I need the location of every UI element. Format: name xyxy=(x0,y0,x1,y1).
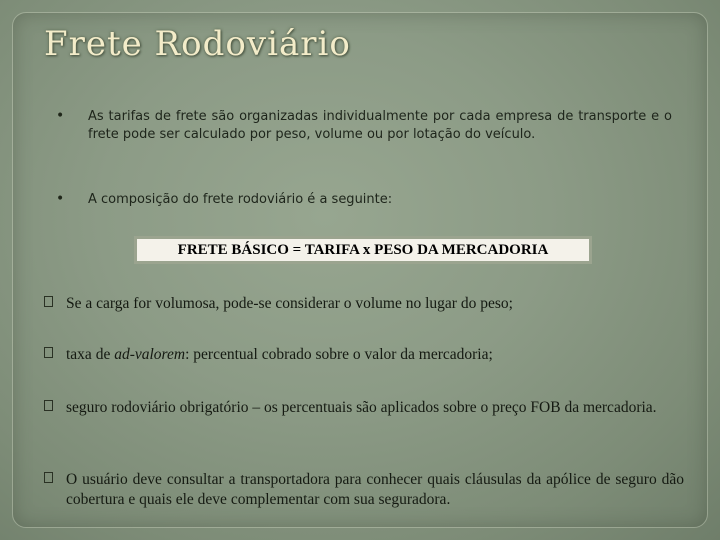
square-bullet-icon xyxy=(44,472,53,483)
italic-term: ad-valorem xyxy=(114,346,186,363)
slide-title: Frete Rodoviário xyxy=(44,24,351,64)
list-item xyxy=(44,345,684,365)
square-bullet-icon xyxy=(44,296,53,307)
bullet-item xyxy=(56,191,672,209)
bullet-text: As tarifas de frete são organizadas individualmente por cada empresa de transporte e o frete pode ser calculado por peso, volume ou por lotação do veículo. xyxy=(88,109,672,142)
list-item-prefix: taxa de xyxy=(66,346,115,363)
bullet-item xyxy=(56,108,672,144)
bullet-text: A composição do frete rodoviário é a seguinte: xyxy=(88,192,393,207)
square-bullet-icon xyxy=(44,400,53,411)
list-item-text xyxy=(66,345,684,365)
list-item xyxy=(44,470,684,510)
square-bullet-icon xyxy=(44,347,53,358)
list-item-text: seguro rodoviário obrigatório – os percentuais são aplicados sobre o preço FOB da mercadoria. xyxy=(66,399,657,416)
list-item-suffix: : percentual cobrado sobre o valor da mercadoria; xyxy=(185,346,493,363)
list-item-text: O usuário deve consultar a transportadora para conhecer quais cláusulas da apólice de seguro dão cobertura e quais ele deve complementar com sua seguradora. xyxy=(66,471,684,508)
bullet-dot-icon: • xyxy=(56,191,65,207)
formula-box: FRETE BÁSICO = TARIFA x PESO DA MERCADORIA xyxy=(134,236,592,264)
list-item xyxy=(44,294,684,314)
list-item xyxy=(44,398,684,418)
bullet-dot-icon: • xyxy=(56,108,65,124)
slide-frame xyxy=(12,12,708,528)
list-item-text: Se a carga for volumosa, pode-se considerar o volume no lugar do peso; xyxy=(66,295,513,312)
